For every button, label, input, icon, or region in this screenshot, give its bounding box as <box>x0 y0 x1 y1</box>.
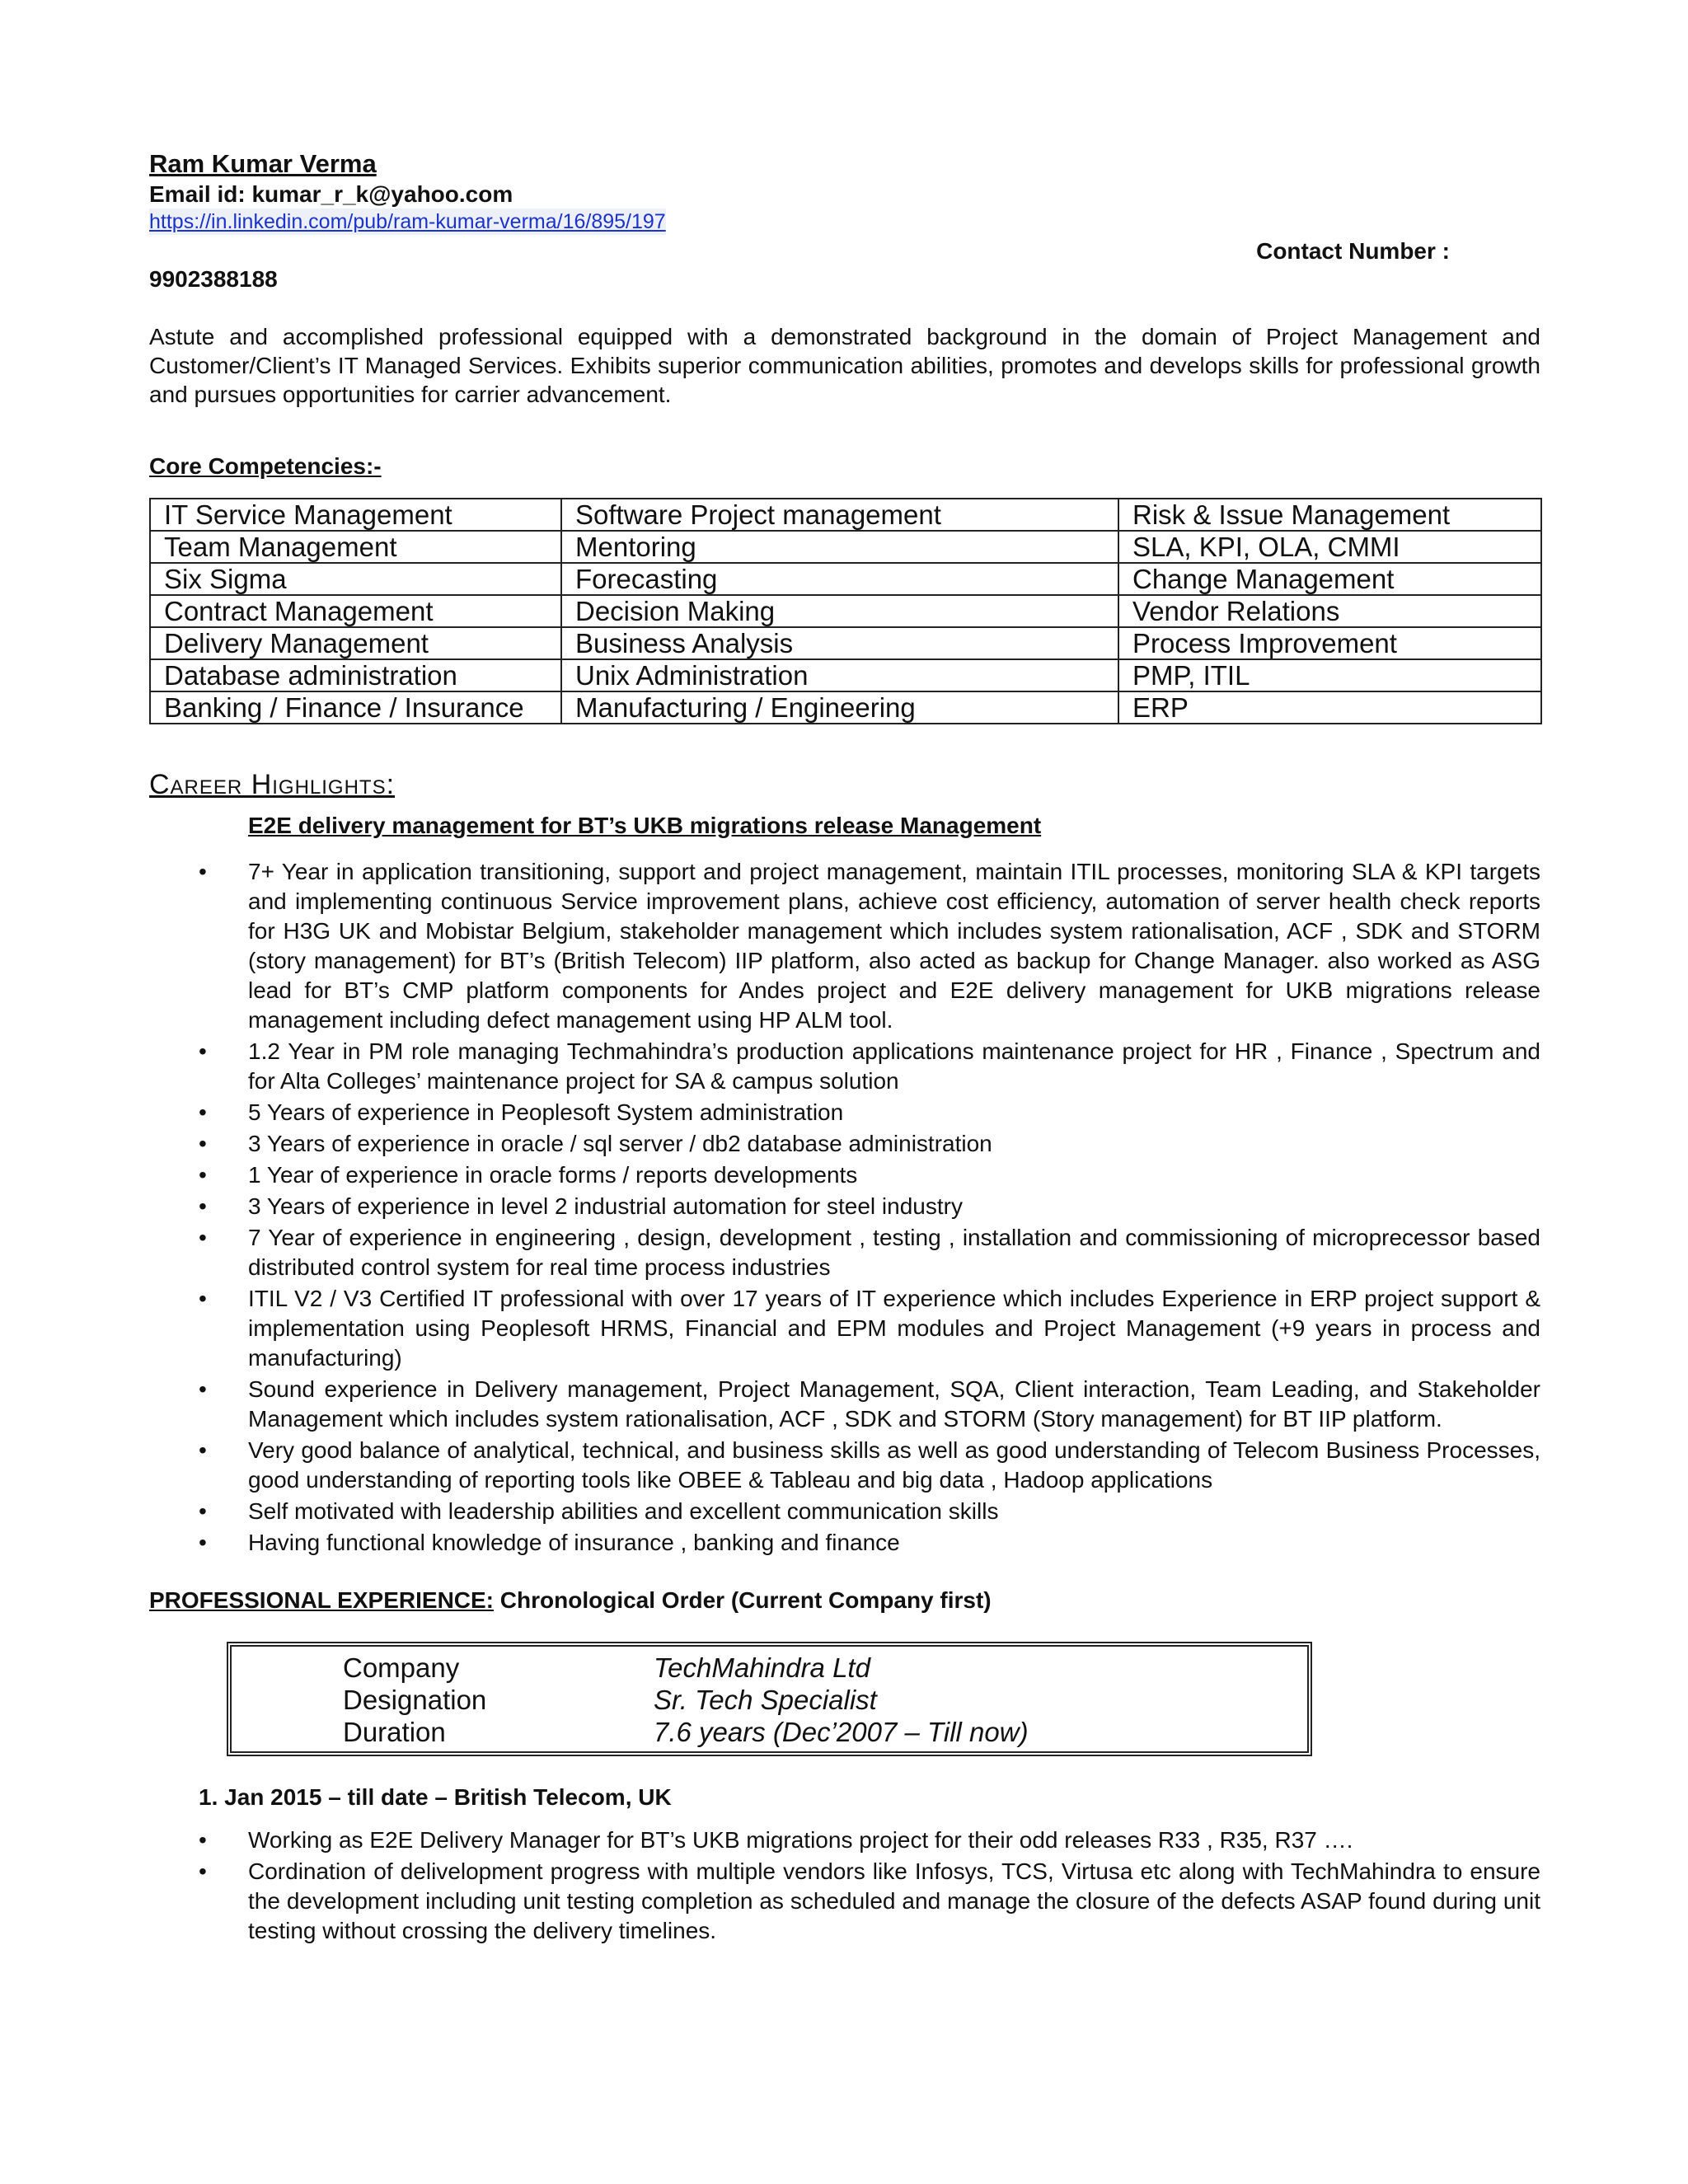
competency-cell: Change Management <box>1118 563 1541 595</box>
professional-experience-title: PROFESSIONAL EXPERIENCE: <box>149 1587 495 1613</box>
bullet-icon: • <box>199 1193 207 1219</box>
resume-page <box>149 148 1540 1947</box>
competency-cell: Delivery Management <box>150 627 561 659</box>
contact-row <box>149 235 1540 293</box>
list-item-text: Working as E2E Delivery Manager for BT’s UKB migrations project for their odd releases R33 , R35, R37 …. <box>248 1827 1353 1853</box>
candidate-name: Ram Kumar Verma <box>149 149 377 178</box>
bullet-icon: • <box>199 1498 207 1524</box>
competency-cell: Risk & Issue Management <box>1118 499 1541 531</box>
list-item <box>149 1528 1540 1558</box>
competency-row <box>150 531 1541 563</box>
list-item-text: Having functional knowledge of insurance , banking and finance <box>248 1530 900 1555</box>
list-item-text: 3 Years of experience in oracle / sql server / db2 database administration <box>248 1131 992 1156</box>
competency-cell: Software Project management <box>561 499 1118 531</box>
competency-cell: Business Analysis <box>561 627 1118 659</box>
bullet-icon: • <box>199 1038 207 1064</box>
company-info-box <box>227 1642 1312 1756</box>
duration-label: Duration <box>343 1717 446 1747</box>
designation-label: Designation <box>343 1685 487 1715</box>
competency-cell: ERP <box>1118 691 1541 724</box>
competency-row <box>150 595 1541 627</box>
bullet-icon: • <box>199 1827 207 1853</box>
company-row <box>232 1652 1307 1684</box>
bullet-icon: • <box>199 1225 207 1250</box>
job-bullets-list <box>149 1825 1540 1946</box>
professional-experience-suffix: Chronological Order (Current Company first) <box>494 1587 992 1613</box>
competency-cell: Mentoring <box>561 531 1118 563</box>
competency-cell: Process Improvement <box>1118 627 1541 659</box>
competency-cell: Decision Making <box>561 595 1118 627</box>
profile-summary: Astute and accomplished professional equipped with a demonstrated background in the domain of Project Management and Customer/Client’s IT Managed Services. Exhibits superior communication abilities, promotes and develops skills for professional growth and pursues opportunities for carrier advancement. <box>149 324 1540 407</box>
list-item-text: 7 Year of experience in engineering , design, development , testing , installation and commissioning of microprecessor based distributed control system for real time process industries <box>248 1225 1540 1280</box>
job-heading: 1. Jan 2015 – till date – British Telecom, UK <box>199 1784 672 1810</box>
duration-row <box>232 1716 1307 1748</box>
competency-cell: Banking / Finance / Insurance <box>150 691 561 724</box>
list-item <box>149 1375 1540 1434</box>
bullet-icon: • <box>199 1376 207 1402</box>
contact-label: Contact Number : <box>1256 238 1450 264</box>
bullet-icon: • <box>199 1858 207 1884</box>
list-item-text: Sound experience in Delivery management, Project Management, SQA, Client interaction, Team Leading, and Stakeholder Management which includes system rationalisation, ACF , SDK and STORM (Story management) for BT IIP platform. <box>248 1376 1540 1432</box>
bullet-icon: • <box>199 1131 207 1156</box>
professional-experience-heading <box>149 1587 1540 1614</box>
competency-row <box>150 691 1541 724</box>
competency-row <box>150 499 1541 531</box>
list-item <box>149 1037 1540 1096</box>
core-competencies-table <box>149 498 1542 724</box>
competency-row <box>150 627 1541 659</box>
list-item-text: 7+ Year in application transitioning, support and project management, maintain ITIL processes, monitoring SLA & KPI targets and implementing continuous Service improvement plans, achieve cost efficiency, automation of server health check reports for H3G UK and Mobistar Belgium, stakeholder management which includes system rationalisation, ACF , SDK and STORM (story management) for BT’s (British Telecom) IIP platform, also acted as backup for Change Manager. also worked as ASG lead for BT’s CMP platform components for Andes project and E2E delivery management for UKB migrations release management including defect management using HP ALM tool. <box>248 859 1540 1033</box>
list-item-text: 1 Year of experience in oracle forms / reports developments <box>248 1162 858 1188</box>
competency-cell: Vendor Relations <box>1118 595 1541 627</box>
linkedin-link[interactable]: https://in.linkedin.com/pub/ram-kumar-verma/16/895/197 <box>149 210 666 233</box>
list-item <box>149 1160 1540 1190</box>
list-item <box>149 1284 1540 1373</box>
list-item-text: Self motivated with leadership abilities and excellent communication skills <box>248 1498 999 1524</box>
list-item-text: Very good balance of analytical, technical, and business skills as well as good understanding of Telecom Business Processes, good understanding of reporting tools like OBEE & Tableau and big data , Hadoop applications <box>248 1437 1540 1493</box>
list-item <box>149 1436 1540 1495</box>
designation-value: Sr. Tech Specialist <box>654 1685 877 1715</box>
list-item-text: 1.2 Year in PM role managing Techmahindra’s production applications maintenance project for HR , Finance , Spectrum and for Alta Colleges’ maintenance project for SA & campus solution <box>248 1038 1540 1094</box>
list-item-text: 3 Years of experience in level 2 industrial automation for steel industry <box>248 1193 963 1219</box>
bullet-icon: • <box>199 1286 207 1311</box>
list-item <box>149 1857 1540 1946</box>
competency-cell: Contract Management <box>150 595 561 627</box>
bullet-icon: • <box>199 1530 207 1555</box>
bullet-icon: • <box>199 1099 207 1125</box>
list-item <box>149 1192 1540 1221</box>
phone-number: 9902388188 <box>149 266 278 292</box>
competency-cell: Unix Administration <box>561 659 1118 691</box>
list-item <box>149 1497 1540 1526</box>
competency-cell: IT Service Management <box>150 499 561 531</box>
email-line: Email id: kumar_r_k@yahoo.com <box>149 181 513 207</box>
list-item <box>149 857 1540 1035</box>
career-subheading: E2E delivery management for BT’s UKB migrations release Management <box>248 813 1042 838</box>
bullet-icon: • <box>199 1437 207 1463</box>
company-value: TechMahindra Ltd <box>654 1652 870 1683</box>
designation-row <box>232 1684 1307 1716</box>
competency-row <box>150 563 1541 595</box>
career-highlights-heading: Career Highlights: <box>149 769 396 800</box>
bullet-icon: • <box>199 1162 207 1188</box>
list-item-text: 5 Years of experience in Peoplesoft System administration <box>248 1099 844 1125</box>
competency-cell: Six Sigma <box>150 563 561 595</box>
competency-cell: Database administration <box>150 659 561 691</box>
list-item <box>149 1098 1540 1127</box>
duration-value: 7.6 years (Dec’2007 – Till now) <box>654 1717 1029 1747</box>
competency-cell: Team Management <box>150 531 561 563</box>
competency-cell: PMP, ITIL <box>1118 659 1541 691</box>
list-item <box>149 1129 1540 1159</box>
core-competencies-heading: Core Competencies:- <box>149 453 382 479</box>
career-highlights-list <box>149 857 1540 1558</box>
list-item-text: ITIL V2 / V3 Certified IT professional with over 17 years of IT experience which includes Experience in ERP project support & implementation using Peoplesoft HRMS, Financial and EPM modules and Project Management (+9 years in process and manufacturing) <box>248 1286 1540 1371</box>
competency-row <box>150 659 1541 691</box>
list-item <box>149 1223 1540 1282</box>
competency-cell: SLA, KPI, OLA, CMMI <box>1118 531 1541 563</box>
company-label: Company <box>343 1652 460 1683</box>
competency-cell: Forecasting <box>561 563 1118 595</box>
list-item-text: Cordination of delivelopment progress with multiple vendors like Infosys, TCS, Virtusa etc along with TechMahindra to ensure the development including unit testing completion as scheduled and manage the closure of the defects ASAP found during unit testing without crossing the delivery timelines. <box>248 1858 1540 1943</box>
bullet-icon: • <box>199 859 207 884</box>
competency-cell: Manufacturing / Engineering <box>561 691 1118 724</box>
list-item <box>149 1825 1540 1855</box>
